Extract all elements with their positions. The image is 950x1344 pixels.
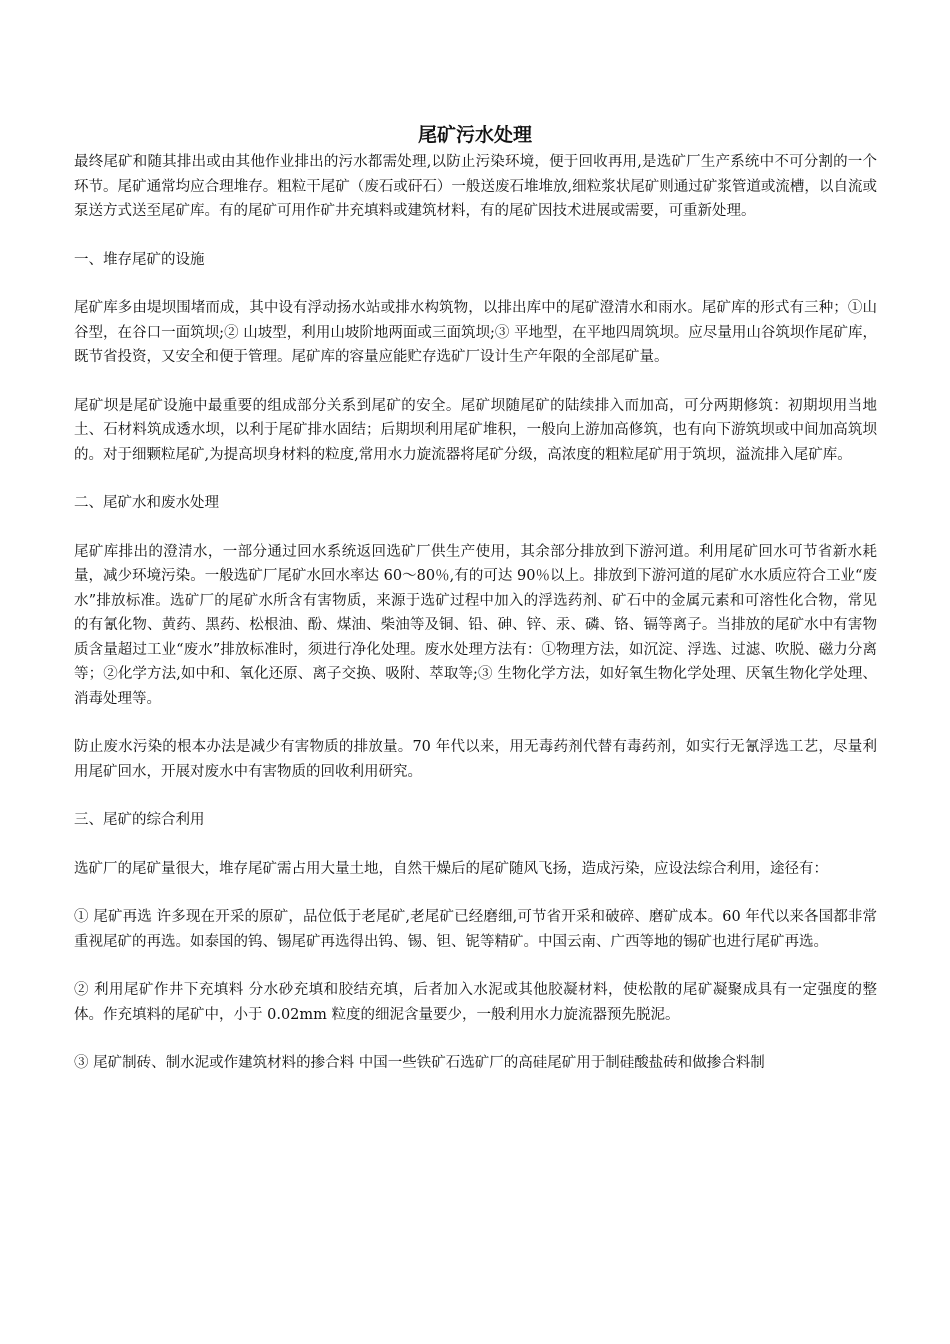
paragraph-tailings-pond: 尾矿库多由堤坝围堵而成，其中设有浮动扬水站或排水构筑物，以排出库中的尾矿澄清水和雨水。尾矿库的形式有三种；①山谷型，在谷口一面筑坝;② 山坡型，利用山坡阶地两面或三面筑坝;③ 平地型，在平地四周筑坝。应尽量用山谷筑坝作尾矿库，既节省投资，又安全和便于管理。尾矿库的容量应能贮存选矿厂设计生产年限的全部尾矿量。 [74,300,877,365]
paragraph-utilization-intro: 选矿厂的尾矿量很大，堆存尾矿需占用大量土地，自然干燥后的尾矿随风飞扬，造成污染，应设法综合利用，途径有： [74,860,828,877]
document-title: 尾矿污水处理 [417,124,532,146]
section-heading-wastewater: 二、尾矿水和废水处理 [74,495,219,511]
paragraph-tailings-dam: 尾矿坝是尾矿设施中最重要的组成部分关系到尾矿的安全。尾矿坝随尾矿的陆续排入而加高，可分两期修筑：初期坝用当地土、石材料筑成透水坝，以利于尾矿排水固结；后期坝利用尾矿堆积，一般向上游加高修筑，也有向下游筑坝或中间加高筑坝的。对于细颗粒尾矿,为提高坝身材料的粒度,常用水力旋流器将尾矿分级，高浓度的粗粒尾矿用于筑坝，溢流排入尾矿库。 [74,397,877,463]
section-heading-utilization: 三、尾矿的综合利用 [74,812,205,828]
paragraph-building-materials: ③ 尾矿制砖、制水泥或作建筑材料的掺合料 中国一些铁矿石选矿厂的高硅尾矿用于制硅酸盐砖和做掺合料制 [74,1055,765,1071]
paragraph-intro: 最终尾矿和随其排出或由其他作业排出的污水都需处理,以防止污染环境，便于回收再用,是选矿厂生产系统中不可分割的一个环节。尾矿通常均应合理堆存。粗粒干尾矿（废石或矸石）一般送废石堆堆放,细粒浆状尾矿则通过矿浆管道或流槽，以自流或泵送方式送至尾矿库。有的尾矿可用作矿井充填料或建筑材料，有的尾矿因技术进展或需要，可重新处理。 [74,154,877,219]
paragraph-pollution-prevention: 防止废水污染的根本办法是减少有害物质的排放量。70 年代以来，用无毒药剂代替有毒药剂，如实行无氰浮选工艺，尽量利用尾矿回水，开展对废水中有害物质的回收利用研究。 [74,739,877,780]
document-body [74,150,877,1100]
section-heading-storage: 一、堆存尾矿的设施 [74,251,205,268]
paragraph-backfill: ② 利用尾矿作井下充填料 分水砂充填和胶结充填，后者加入水泥或其他胶凝材料，使松散的尾矿凝聚成具有一定强度的整体。作充填料的尾矿中，小于 0.02mm 粒度的细泥含量要少，一般利用水力旋流器预先脱泥。 [74,982,877,1023]
paragraph-reprocessing: ① 尾矿再选 许多现在开采的原矿，品位低于老尾矿,老尾矿已经磨细,可节省开采和破碎、磨矿成本。60 年代以来各国都非常重视尾矿的再选。如泰国的钨、锡尾矿再选得出钨、锡、钽、铌等精矿。中国云南、广西等地的锡矿也进行尾矿再选。 [74,909,877,950]
paragraph-wastewater-treatment: 尾矿库排出的澄清水，一部分通过回水系统返回选矿厂供生产使用，其余部分排放到下游河道。利用尾矿回水可节省新水耗量，减少环境污染。一般选矿厂尾矿水回水率达 60～80％,有的可达 90％以上。排放到下游河道的尾矿水水质应符合工业“废水”排放标准。选矿厂的尾矿水所含有害物质，来源于选矿过程中加入的浮选药剂、矿石中的金属元素和可溶性化合物，常见的有氰化物、黄药、黑药、松根油、酚、煤油、柴油等及铜、铅、砷、锌、汞、磷、铬、镉等离子。当排放的尾矿水中有害物质含量超过工业“废水”排放标准时，须进行净化处理。废水处理方法有：①物理方法，如沉淀、浮选、过滤、吹脱、磁力分离等；②化学方法,如中和、氧化还原、离子交换、吸附、萃取等;③ 生物化学方法，如好氧生物化学处理、厌氧生物化学处理、消毒处理等。 [74,543,877,707]
